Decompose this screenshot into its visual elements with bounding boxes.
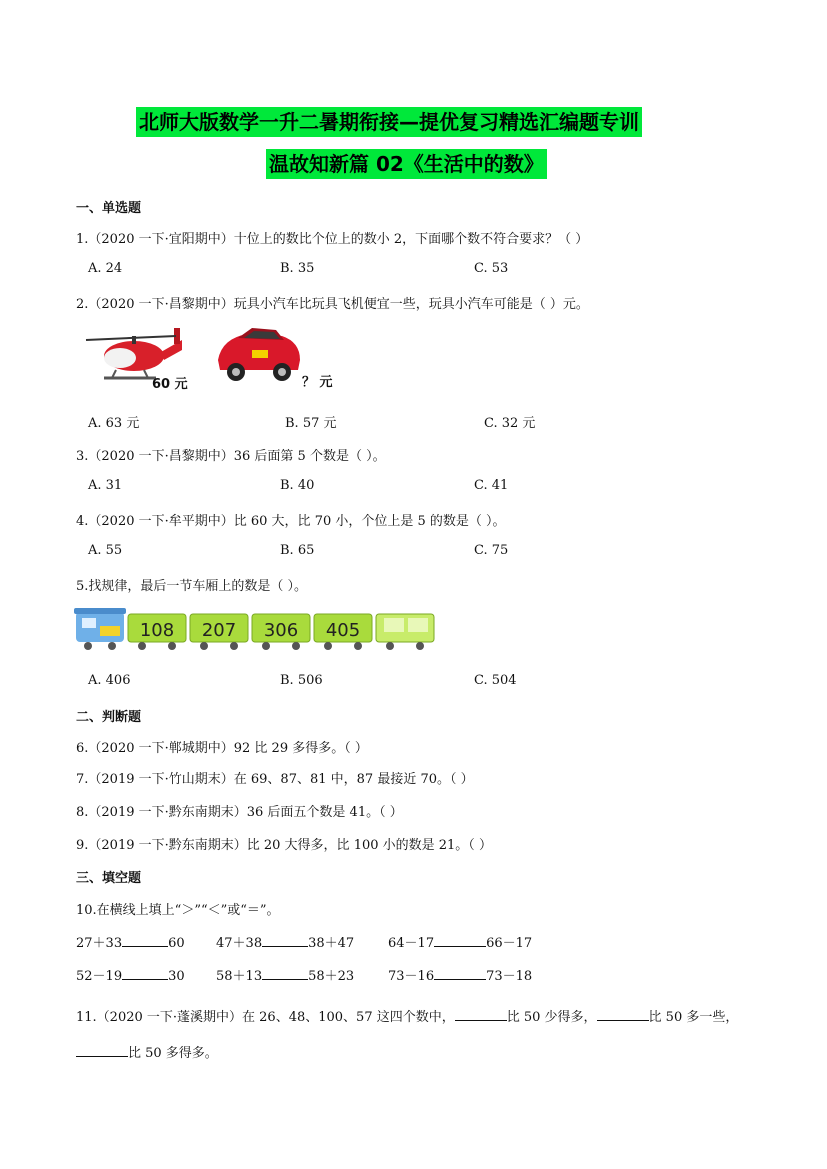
q3-option-a: A. 31 [88,478,123,493]
q10-expr: 38＋47 [308,936,355,951]
answer-blank[interactable] [122,934,168,947]
q4-option-c: C. 75 [474,543,509,558]
question-9: 9.（2019 一下·黔东南期末）比 20 大得多，比 100 小的数是 21。（ ） [76,838,492,853]
helicopter-price: 60 元 [152,377,188,392]
answer-blank[interactable] [597,1008,649,1021]
train-image [72,606,438,652]
question-2: 2.（2020 一下·昌黎期中）玩具小汽车比玩具飞机便宜一些，玩具小汽车可能是（ ）元。 [76,297,589,312]
toy-car-image [212,320,304,386]
q11-text: 比 50 多得多。 [128,1046,218,1061]
q10-expr: 73－16 [388,969,435,984]
question-11 [76,1006,738,1025]
answer-blank[interactable] [434,967,486,980]
q10-expr: 27＋33 [76,936,123,951]
question-7: 7.（2019 一下·竹山期末）在 69、87、81 中，87 最接近 70。（ ） [76,772,474,787]
q11-text: 比 50 多一些， [648,1010,739,1025]
car-price: ？ 元 [302,375,333,390]
q2-option-c: C. 32 元 [484,416,536,431]
answer-blank[interactable] [262,967,308,980]
q10-expr: 58＋13 [216,969,263,984]
section-heading-single-choice: 一、单选题 [76,201,142,216]
answer-blank[interactable] [434,934,486,947]
q10-expr: 60 [168,936,185,951]
question-4: 4.（2020 一下·牟平期中）比 60 大，比 70 小，个位上是 5 的数是（ ）。 [76,514,506,529]
q10-row-1-item-2 [216,932,354,951]
q10-expr: 58＋23 [308,969,355,984]
train-car-1-number: 108 [139,620,175,641]
section-heading-true-false: 二、判断题 [76,710,142,725]
q4-option-b: B. 65 [280,543,315,558]
q10-expr: 30 [168,969,185,984]
q10-row-2-item-3 [388,965,532,984]
q3-option-c: C. 41 [474,478,509,493]
answer-blank[interactable] [455,1008,507,1021]
question-10: 10.在横线上填上“＞”“＜”或“＝”。 [76,903,280,918]
q10-row-1-item-1 [76,932,185,951]
q1-option-a: A. 24 [88,261,123,276]
question-5: 5.找规律，最后一节车厢上的数是（ ）。 [76,579,308,594]
q4-option-a: A. 55 [88,543,123,558]
train-car-2-number: 207 [201,620,237,641]
answer-blank[interactable] [262,934,308,947]
q2-option-b: B. 57 元 [285,416,337,431]
q3-option-b: B. 40 [280,478,315,493]
q5-option-a: A. 406 [88,673,131,688]
train-car-4-number: 405 [325,620,361,641]
answer-blank[interactable] [122,967,168,980]
q10-row-1-item-3 [388,932,532,951]
q1-option-c: C. 53 [474,261,509,276]
q2-option-a: A. 63 元 [88,416,140,431]
train-car-3-number: 306 [263,620,299,641]
q10-expr: 47＋38 [216,936,263,951]
q10-expr: 73－18 [486,969,533,984]
q10-row-2-item-2 [216,965,354,984]
q1-option-b: B. 35 [280,261,315,276]
q10-expr: 52－19 [76,969,123,984]
document-subtitle: 温故知新篇 02《生活中的数》 [266,149,547,179]
section-heading-fill-blank: 三、填空题 [76,871,142,886]
q10-expr: 66－17 [486,936,533,951]
question-6: 6.（2020 一下·郸城期中）92 比 29 多得多。（ ） [76,741,368,756]
q10-row-2-item-1 [76,965,185,984]
q10-expr: 64－17 [388,936,435,951]
answer-blank[interactable] [76,1044,128,1057]
document-title: 北师大版数学一升二暑期衔接—提优复习精选汇编题专训 [136,107,642,137]
q5-option-c: C. 504 [474,673,517,688]
question-8: 8.（2019 一下·黔东南期末）36 后面五个数是 41。（ ） [76,805,403,820]
question-11-line-2 [76,1042,218,1061]
q5-option-b: B. 506 [280,673,323,688]
q11-text: 11.（2020 一下·蓬溪期中）在 26、48、100、57 这四个数中， [76,1010,455,1025]
q11-text: 比 50 少得多， [506,1010,597,1025]
question-1: 1.（2020 一下·宜阳期中）十位上的数比个位上的数小 2，下面哪个数不符合要求？（ ） [76,232,589,247]
question-3: 3.（2020 一下·昌黎期中）36 后面第 5 个数是（ ）。 [76,449,386,464]
